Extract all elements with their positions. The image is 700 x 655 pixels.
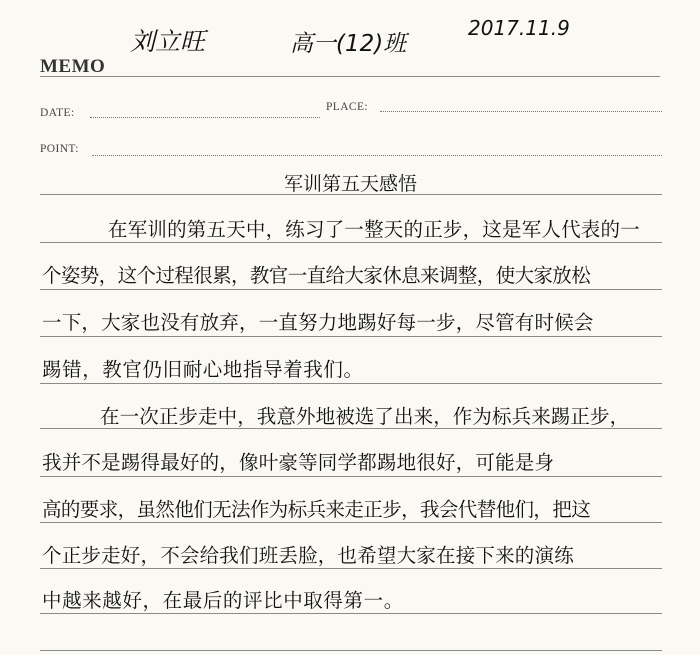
ruled-line [40,476,662,477]
essay-line: 在一次正步走中，我意外地被选了出来，作为标兵来踢正步， [100,405,630,428]
essay-line: 个正步走好，不会给我们班丢脸，也希望大家在接下来的演练 [42,544,574,567]
ruled-line [40,522,662,523]
date-label: DATE: [40,107,75,119]
ruled-line [40,336,662,337]
essay-line: 高的要求，虽然他们无法作为标兵来走正步，我会代替他们，把这 [42,498,591,521]
written-date: 2017.11.9 [468,16,570,40]
ruled-line [40,242,662,243]
ruled-line [40,383,662,384]
memo-title: MEMO [40,56,106,77]
point-label: POINT: [40,143,79,155]
memo-heading-rule [40,76,660,77]
point-dotted-field [92,155,662,156]
ruled-line [40,650,662,651]
place-label: PLACE: [326,101,369,113]
student-class: 高一(12)班 [290,31,407,57]
place-dotted-field [380,111,662,112]
essay-line: 个姿势，这个过程很累，教官一直给大家休息来调整，使大家放松 [42,264,591,287]
essay-line: 中越来越好，在最后的评比中取得第一。 [42,589,404,612]
ruled-line [40,289,662,290]
essay-line: 我并不是踢得最好的，像叶豪等同学都踢地很好，可能是身 [42,451,555,474]
essay-title: 军训第五天感悟 [284,173,418,195]
ruled-line [40,613,662,614]
essay-line: 在军训的第五天中，练习了一整天的正步，这是军人代表的一 [108,218,640,241]
student-name: 刘立旺 [130,27,206,56]
ruled-line [40,568,662,569]
essay-line: 一下，大家也没有放弃，一直努力地踢好每一步，尽管有时候会 [42,311,594,334]
essay-line: 踢错，教官仍旧耐心地指导着我们。 [42,358,364,381]
date-dotted-field [90,117,320,118]
